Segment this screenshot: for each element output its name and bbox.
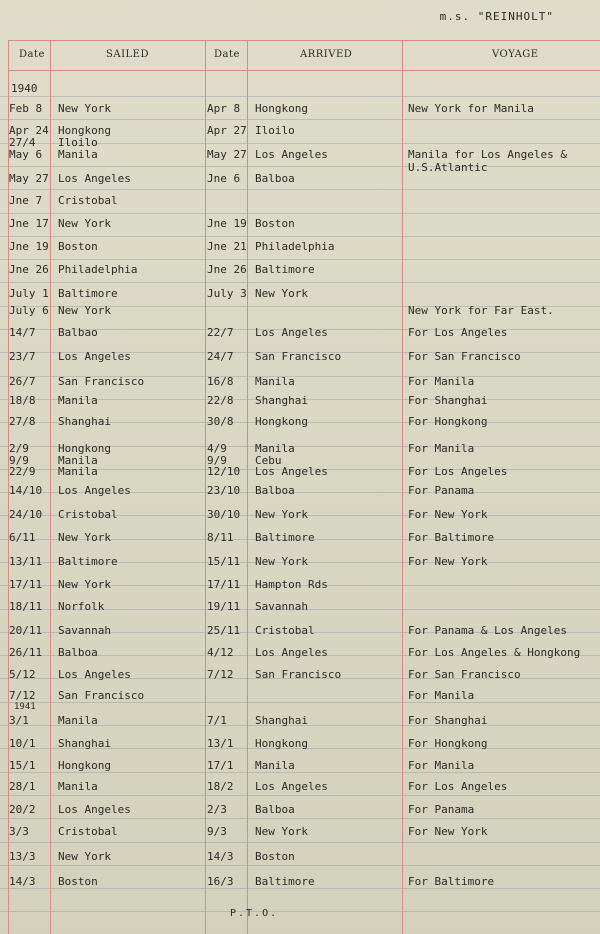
voyage-note: For Manila [408, 375, 475, 388]
voyage-note: For Hongkong [408, 415, 488, 428]
sailed-date: May 27 [9, 172, 49, 185]
sailed-port: Cristobal [58, 508, 118, 521]
ruled-line [0, 189, 600, 190]
col-arrived: ARRIVED [300, 49, 353, 60]
year-label: 1941 [14, 702, 36, 712]
sailed-date: Apr 24 [9, 124, 49, 137]
sailed-date: Jne 19 [9, 240, 49, 253]
sailed-date: 27/8 [9, 415, 36, 428]
sailed-port: Hongkong [58, 442, 111, 455]
sailed-port: New York [58, 304, 111, 317]
ruled-line [0, 236, 600, 237]
arrived-port: Boston [255, 217, 295, 230]
voyage-note: Manila for Los Angeles & [408, 148, 567, 161]
arrived-date: 12/10 [207, 465, 241, 478]
sailed-date: 18/11 [9, 600, 43, 613]
arrived-date: 17/1 [207, 759, 234, 772]
sailed-port: Boston [58, 240, 98, 253]
ruled-line [0, 842, 600, 843]
sailed-port: Manila [58, 148, 98, 161]
ruled-line [0, 888, 600, 889]
arrived-port: Los Angeles [255, 646, 328, 659]
column-divider [402, 40, 403, 934]
ship-title: m.s. "REINHOLT" [439, 10, 554, 23]
sailed-date: 5/12 [9, 668, 36, 681]
sailed-date: 6/11 [9, 531, 36, 544]
arrived-date: 30/8 [207, 415, 234, 428]
sailed-port: Baltimore [58, 287, 118, 300]
header-top-line [8, 40, 600, 41]
arrived-date: 16/8 [207, 375, 234, 388]
voyage-note: For Panama & Los Angeles [408, 624, 567, 637]
ruled-line [0, 119, 600, 120]
sailed-port: Hongkong [58, 759, 111, 772]
voyage-note: For Baltimore [408, 875, 495, 888]
sailed-date: 3/3 [9, 825, 29, 838]
sailed-date: 14/3 [9, 875, 36, 888]
sailed-date: 9/9 [9, 454, 29, 467]
voyage-note: For New York [408, 555, 488, 568]
sailed-port: Norfolk [58, 600, 105, 613]
voyage-note: For Panama [408, 803, 475, 816]
column-divider [205, 40, 206, 934]
voyage-note: For Panama [408, 484, 475, 497]
arrived-date: 30/10 [207, 508, 241, 521]
sailed-port: Los Angeles [58, 350, 131, 363]
arrived-port: New York [255, 287, 308, 300]
sailed-date: May 6 [9, 148, 43, 161]
sailed-date: 23/7 [9, 350, 36, 363]
arrived-date: 24/7 [207, 350, 234, 363]
arrived-date: Jne 26 [207, 263, 247, 276]
arrived-date: May 27 [207, 148, 247, 161]
arrived-date: 22/8 [207, 394, 234, 407]
col-voyage: VOYAGE [492, 49, 539, 60]
sailed-date: 28/1 [9, 780, 36, 793]
ruled-line [0, 772, 600, 773]
sailed-port: Manila [58, 454, 98, 467]
voyage-note: For Hongkong [408, 737, 488, 750]
col-sailed: SAILED [106, 49, 149, 60]
sailed-port: Balbao [58, 326, 98, 339]
sailed-port: Cristobal [58, 194, 118, 207]
sailed-date: 13/11 [9, 555, 43, 568]
sailed-date: 27/4 [9, 136, 36, 149]
sailed-port: Manila [58, 714, 98, 727]
sailed-port: New York [58, 217, 111, 230]
sailed-port: New York [58, 578, 111, 591]
arrived-date: July 3 [207, 287, 247, 300]
voyage-note: For Los Angeles [408, 780, 508, 793]
ruled-line [0, 795, 600, 796]
ruled-line [0, 259, 600, 260]
voyage-note: U.S.Atlantic [408, 161, 488, 174]
ruled-line [0, 911, 600, 912]
sailed-port: New York [58, 850, 111, 863]
arrived-port: San Francisco [255, 668, 342, 681]
voyage-note: New York for Far East. [408, 304, 554, 317]
voyage-note: For Los Angeles & Hongkong [408, 646, 581, 659]
arrived-date: 7/1 [207, 714, 227, 727]
sailed-date: 26/7 [9, 375, 36, 388]
arrived-date: 19/11 [207, 600, 241, 613]
arrived-port: Manila [255, 442, 295, 455]
arrived-date: Jne 21 [207, 240, 247, 253]
sailed-port: Los Angeles [58, 668, 131, 681]
sailed-date: Jne 7 [9, 194, 43, 207]
ruled-line [0, 96, 600, 97]
arrived-date: 2/3 [207, 803, 227, 816]
pto-note: P.T.O. [230, 908, 279, 919]
sailed-port: San Francisco [58, 689, 145, 702]
voyage-note: For San Francisco [408, 668, 521, 681]
arrived-port: Shanghai [255, 714, 308, 727]
sailed-date: 14/7 [9, 326, 36, 339]
arrived-port: Baltimore [255, 263, 315, 276]
arrived-port: Los Angeles [255, 465, 328, 478]
arrived-port: Savannah [255, 600, 308, 613]
header-bottom-line [8, 70, 600, 71]
arrived-date: 9/3 [207, 825, 227, 838]
sailed-port: Shanghai [58, 737, 111, 750]
arrived-date: 18/2 [207, 780, 234, 793]
sailed-port: Baltimore [58, 555, 118, 568]
arrived-date: 8/11 [207, 531, 234, 544]
sailed-port: Manila [58, 465, 98, 478]
arrived-date: 22/7 [207, 326, 234, 339]
arrived-port: Boston [255, 850, 295, 863]
sailed-port: Shanghai [58, 415, 111, 428]
sailed-date: Jne 26 [9, 263, 49, 276]
arrived-port: Shanghai [255, 394, 308, 407]
col-arrived-date: Date [214, 49, 240, 60]
voyage-note: For San Francisco [408, 350, 521, 363]
sailed-date: 17/11 [9, 578, 43, 591]
voyage-note: For Los Angeles [408, 465, 508, 478]
arrived-port: Baltimore [255, 875, 315, 888]
sailed-date: 10/1 [9, 737, 36, 750]
arrived-port: New York [255, 555, 308, 568]
ruled-line [0, 166, 600, 167]
arrived-port: Iloilo [255, 124, 295, 137]
arrived-date: 16/3 [207, 875, 234, 888]
voyage-note: For Shanghai [408, 714, 488, 727]
sailed-port: Manila [58, 780, 98, 793]
arrived-port: Balboa [255, 484, 295, 497]
sailed-port: Cristobal [58, 825, 118, 838]
sailed-port: Iloilo [58, 136, 98, 149]
arrived-port: Philadelphia [255, 240, 335, 253]
ruled-line [0, 818, 600, 819]
arrived-port: Hongkong [255, 102, 308, 115]
sailed-date: 20/2 [9, 803, 36, 816]
sailed-port: Los Angeles [58, 172, 131, 185]
sailed-date: 7/12 [9, 689, 36, 702]
year-label: 1940 [11, 82, 38, 95]
voyage-note: New York for Manila [408, 102, 534, 115]
ruled-line [0, 865, 600, 866]
arrived-date: Jne 6 [207, 172, 241, 185]
arrived-port: Los Angeles [255, 148, 328, 161]
voyage-note: For Manila [408, 442, 475, 455]
arrived-port: Manila [255, 375, 295, 388]
col-sailed-date: Date [19, 49, 45, 60]
voyage-note: For Los Angeles [408, 326, 508, 339]
arrived-port: New York [255, 825, 308, 838]
arrived-date: 4/9 [207, 442, 227, 455]
ruled-line [0, 702, 600, 703]
arrived-port: Hampton Rds [255, 578, 328, 591]
voyage-note: For Shanghai [408, 394, 488, 407]
sailed-date: 14/10 [9, 484, 43, 497]
sailed-port: Los Angeles [58, 803, 131, 816]
sailed-port: San Francisco [58, 375, 145, 388]
sailed-date: July 1 [9, 287, 49, 300]
arrived-date: Apr 27 [207, 124, 247, 137]
arrived-port: San Francisco [255, 350, 342, 363]
arrived-port: Baltimore [255, 531, 315, 544]
sailed-date: 24/10 [9, 508, 43, 521]
arrived-date: 7/12 [207, 668, 234, 681]
arrived-date: 17/11 [207, 578, 241, 591]
sailed-date: 2/9 [9, 442, 29, 455]
sailed-date: 3/1 [9, 714, 29, 727]
arrived-date: 15/11 [207, 555, 241, 568]
arrived-date: 25/11 [207, 624, 241, 637]
sailed-port: Los Angeles [58, 484, 131, 497]
arrived-port: Hongkong [255, 737, 308, 750]
arrived-date: 23/10 [207, 484, 241, 497]
arrived-date: 13/1 [207, 737, 234, 750]
voyage-note: For Manila [408, 689, 475, 702]
ruled-line [0, 282, 600, 283]
sailed-date: 20/11 [9, 624, 43, 637]
arrived-port: Balboa [255, 803, 295, 816]
sailed-date: Feb 8 [9, 102, 43, 115]
sailed-port: Hongkong [58, 124, 111, 137]
voyage-note: For New York [408, 825, 488, 838]
arrived-date: 14/3 [207, 850, 234, 863]
sailed-date: 26/11 [9, 646, 43, 659]
voyage-note: For Manila [408, 759, 475, 772]
arrived-date: Jne 19 [207, 217, 247, 230]
column-divider [247, 40, 248, 934]
sailed-port: Boston [58, 875, 98, 888]
voyage-note: For Baltimore [408, 531, 495, 544]
arrived-port: Cebu [255, 454, 282, 467]
sailed-port: Balboa [58, 646, 98, 659]
arrived-port: Manila [255, 759, 295, 772]
sailed-port: Manila [58, 394, 98, 407]
arrived-port: Los Angeles [255, 326, 328, 339]
sailed-date: Jne 17 [9, 217, 49, 230]
arrived-port: Los Angeles [255, 780, 328, 793]
arrived-date: 9/9 [207, 454, 227, 467]
sailed-port: Savannah [58, 624, 111, 637]
arrived-port: Cristobal [255, 624, 315, 637]
sailed-date: 22/9 [9, 465, 36, 478]
sailed-port: New York [58, 102, 111, 115]
sailed-date: July 6 [9, 304, 49, 317]
arrived-port: New York [255, 508, 308, 521]
sailed-date: 15/1 [9, 759, 36, 772]
arrived-date: 4/12 [207, 646, 234, 659]
sailed-date: 18/8 [9, 394, 36, 407]
sailed-port: New York [58, 531, 111, 544]
arrived-port: Hongkong [255, 415, 308, 428]
column-divider [50, 40, 51, 934]
arrived-port: Balboa [255, 172, 295, 185]
ruled-line [0, 213, 600, 214]
sailed-date: 13/3 [9, 850, 36, 863]
sailed-port: Philadelphia [58, 263, 138, 276]
voyage-note: For New York [408, 508, 488, 521]
arrived-date: Apr 8 [207, 102, 241, 115]
